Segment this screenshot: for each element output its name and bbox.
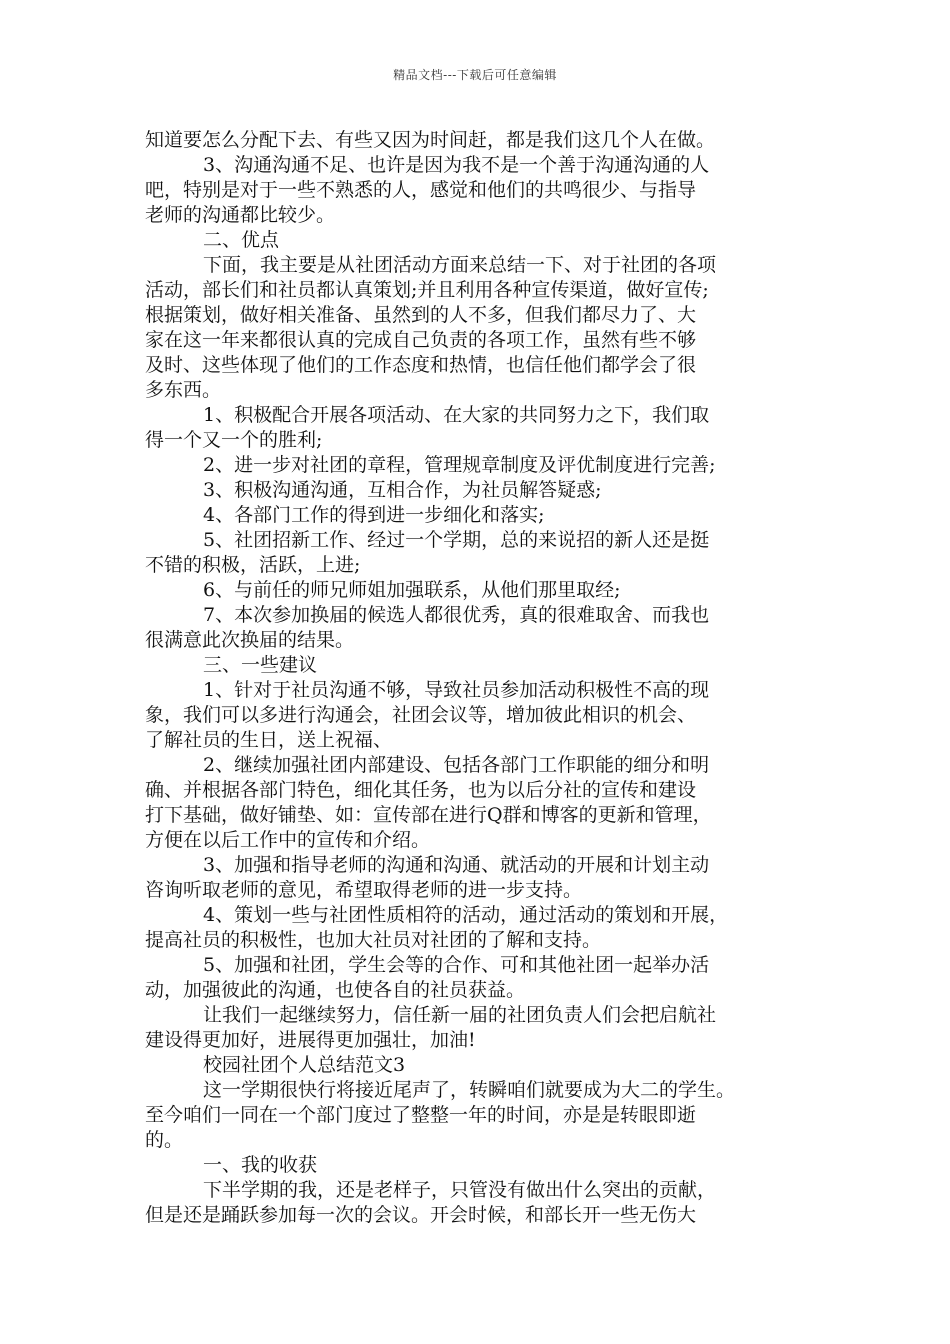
text-line: 3、积极沟通沟通，互相合作，为社员解答疑惑; (203, 479, 602, 501)
text-line: 4、各部门工作的得到进一步细化和落实; (203, 504, 545, 526)
text-line: 7、本次参加换届的候选人都很优秀，真的很难取舍、而我也 (203, 604, 710, 626)
text-line: 二、优点 (203, 229, 280, 251)
text-line: 的。 (145, 1129, 184, 1151)
text-line: 吧，特别是对于一些不熟悉的人，感觉和他们的共鸣很少、与指导 (145, 179, 697, 201)
text-line: 不错的积极，活跃，上进; (145, 554, 361, 576)
text-line: 知道要怎么分配下去、有些又因为时间赶，都是我们这几个人在做。 (145, 129, 716, 151)
page-header: 精品文档---下载后可任意编辑 (393, 68, 557, 82)
text-line: 2、继续加强社团内部建设、包括各部门工作职能的细分和明 (203, 754, 710, 776)
text-line: 2、进一步对社团的章程，管理规章制度及评优制度进行完善; (203, 454, 716, 476)
text-line: 活动，部长们和社员都认真策划;并且利用各种宣传渠道，做好宣传; (145, 279, 709, 301)
text-line: 建设得更加好，进展得更加强壮，加油! (145, 1029, 476, 1051)
text-line: 6、与前任的师兄师姐加强联系，从他们那里取经; (203, 579, 621, 601)
text-line: 得一个又一个的胜利; (145, 429, 323, 451)
text-line: 让我们一起继续努力，信任新一届的社团负责人们会把启航社 (203, 1004, 717, 1026)
text-line: 老师的沟通都比较少。 (145, 204, 336, 226)
text-line: 确、并根据各部门特色，细化其任务，也为以后分社的宣传和建设 (145, 779, 697, 801)
text-line: 1、针对于社员沟通不够，导致社员参加活动积极性不高的现 (203, 679, 710, 701)
text-line: 三、一些建议 (203, 654, 318, 676)
text-line: 动，加强彼此的沟通，也使各自的社员获益。 (145, 979, 526, 1001)
text-line: 下半学期的我，还是老样子，只管没有做出什么突出的贡献， (203, 1179, 717, 1201)
document-body (145, 128, 815, 1228)
text-line: 3、加强和指导老师的沟通和沟通、就活动的开展和计划主动 (203, 854, 710, 876)
text-line: 下面，我主要是从社团活动方面来总结一下、对于社团的各项 (203, 254, 717, 276)
text-line: 一、我的收获 (203, 1154, 318, 1176)
text-line: 根据策划，做好相关准备、虽然到的人不多，但我们都尽力了、大 (145, 304, 697, 326)
text-line: 4、策划一些与社团性质相符的活动，通过活动的策划和开展， (203, 904, 729, 926)
text-line: 象，我们可以多进行沟通会，社团会议等，增加彼此相识的机会、 (145, 704, 697, 726)
text-line: 校园社团个人总结范文3 (203, 1054, 406, 1076)
text-line: 及时、这些体现了他们的工作态度和热情，也信任他们都学会了很 (145, 354, 697, 376)
text-line: 3、沟通沟通不足、也许是因为我不是一个善于沟通沟通的人 (203, 154, 710, 176)
text-line: 提高社员的积极性，也加大社员对社团的了解和支持。 (145, 929, 602, 951)
text-line: 5、社团招新工作、经过一个学期，总的来说招的新人还是挺 (203, 529, 710, 551)
text-line: 打下基础，做好铺垫、如：宣传部在进行Q群和博客的更新和管理， (145, 804, 712, 826)
text-line: 5、加强和社团，学生会等的合作、可和其他社团一起举办活 (203, 954, 710, 976)
text-line: 多东西。 (145, 379, 222, 401)
text-line: 至今咱们一同在一个部门度过了整整一年的时间，亦是是转眼即逝 (145, 1104, 697, 1126)
text-line: 咨询听取老师的意见，希望取得老师的进一步支持。 (145, 879, 583, 901)
text-line: 这一学期很快行将接近尾声了，转瞬咱们就要成为大二的学生。 (203, 1079, 736, 1101)
text-line: 方便在以后工作中的宣传和介绍。 (145, 829, 431, 851)
text-line: 家在这一年来都很认真的完成自己负责的各项工作，虽然有些不够 (145, 329, 697, 351)
text-line: 1、积极配合开展各项活动、在大家的共同努力之下，我们取 (203, 404, 710, 426)
text-line: 了解社员的生日，送上祝福、 (145, 729, 393, 751)
text-line: 但是还是踊跃参加每一次的会议。开会时候，和部长开一些无伤大 (145, 1204, 697, 1226)
text-line: 很满意此次换届的结果。 (145, 629, 355, 651)
